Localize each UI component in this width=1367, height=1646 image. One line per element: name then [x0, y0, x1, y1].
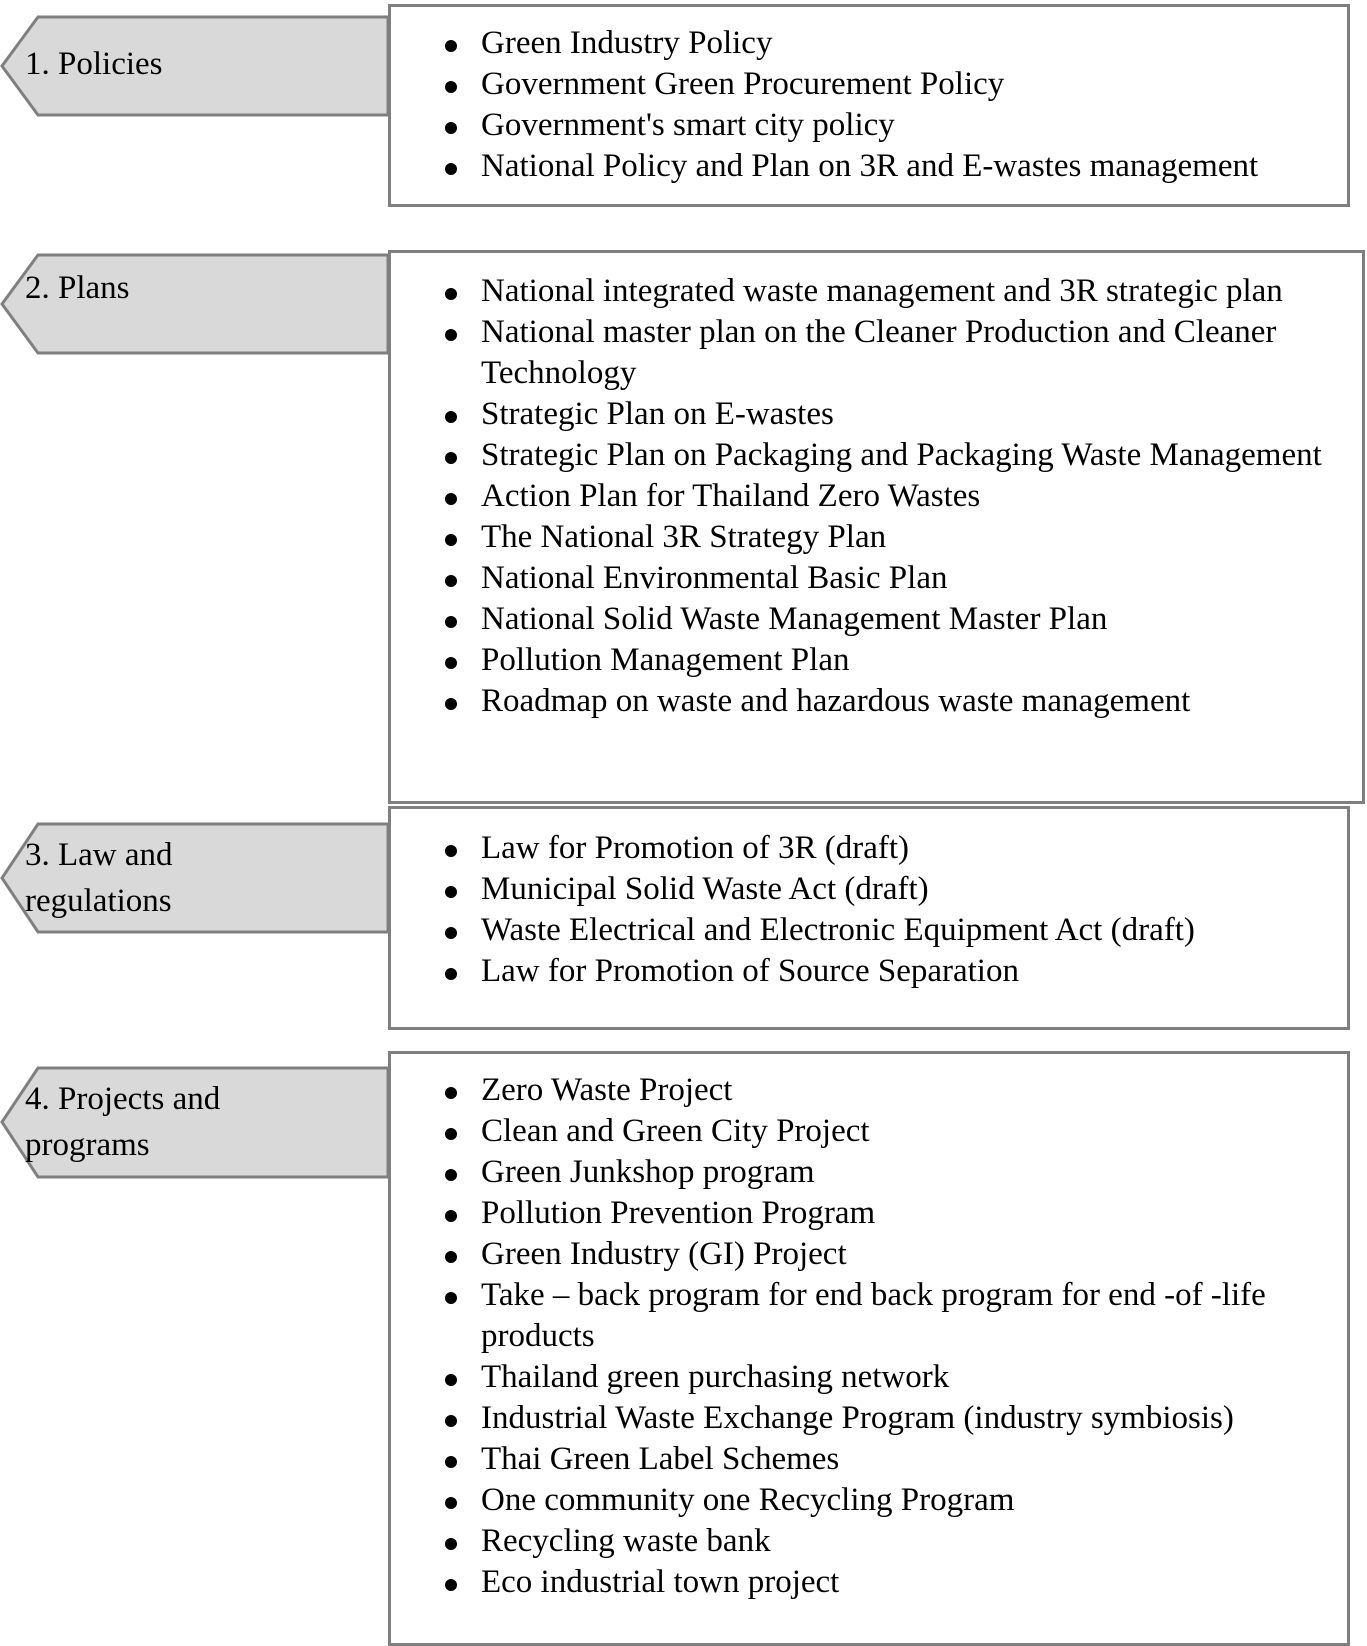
list-item: National Solid Waste Management Master Plan — [391, 599, 1354, 640]
box-projects-and-programs — [388, 1051, 1350, 1646]
tab-plans — [0, 253, 388, 355]
tab-label-policies: 1. Policies — [25, 46, 163, 82]
list-item: Pollution Management Plan — [391, 640, 1354, 681]
list-item: Action Plan for Thailand Zero Wastes — [391, 476, 1354, 517]
list-item: Strategic Plan on Packaging and Packaging Waste Management — [391, 435, 1354, 476]
list-item: National master plan on the Cleaner Production and Cleaner Technology — [391, 312, 1354, 394]
list-item: Roadmap on waste and hazardous waste management — [391, 681, 1354, 722]
list-item: Strategic Plan on E-wastes — [391, 394, 1354, 435]
list-item: Clean and Green City Project — [391, 1111, 1339, 1152]
list-item: Thai Green Label Schemes — [391, 1439, 1339, 1480]
list-item: Zero Waste Project — [391, 1070, 1339, 1111]
list-item: Government's smart city policy — [391, 105, 1339, 146]
list-item: Eco industrial town project — [391, 1562, 1339, 1603]
list-item: Law for Promotion of 3R (draft) — [391, 828, 1339, 869]
box-policies — [388, 4, 1350, 207]
tab-policies — [0, 15, 388, 117]
list-item: Pollution Prevention Program — [391, 1193, 1339, 1234]
tab-law-and-regulations — [0, 822, 388, 934]
list-item: Industrial Waste Exchange Program (industry symbiosis) — [391, 1398, 1339, 1439]
list-policies — [391, 23, 1339, 187]
list-item: One community one Recycling Program — [391, 1480, 1339, 1521]
list-item: Take – back program for end back program for end -of -life products — [391, 1275, 1339, 1357]
list-item: Waste Electrical and Electronic Equipment Act (draft) — [391, 910, 1339, 951]
list-item: National Environmental Basic Plan — [391, 558, 1354, 599]
list-item: Green Industry Policy — [391, 23, 1339, 64]
list-plans — [391, 271, 1354, 722]
list-item: National Policy and Plan on 3R and E-wastes management — [391, 146, 1339, 187]
list-item: National integrated waste management and 3R strategic plan — [391, 271, 1354, 312]
list-item: Recycling waste bank — [391, 1521, 1339, 1562]
list-item: Green Industry (GI) Project — [391, 1234, 1339, 1275]
list-item: The National 3R Strategy Plan — [391, 517, 1354, 558]
box-plans — [388, 250, 1365, 804]
tab-label-law-and-regulations: 3. Law and regulations — [25, 837, 173, 919]
tab-label-plans: 2. Plans — [25, 270, 130, 306]
list-item: Green Junkshop program — [391, 1152, 1339, 1193]
tab-projects-and-programs — [0, 1066, 388, 1179]
tab-label-projects-and-programs: 4. Projects and programs — [25, 1081, 221, 1163]
list-projects-and-programs — [391, 1070, 1339, 1603]
list-item: Law for Promotion of Source Separation — [391, 951, 1339, 992]
list-item: Municipal Solid Waste Act (draft) — [391, 869, 1339, 910]
box-law-and-regulations — [388, 806, 1350, 1030]
list-law-and-regulations — [391, 828, 1339, 992]
list-item: Thailand green purchasing network — [391, 1357, 1339, 1398]
list-item: Government Green Procurement Policy — [391, 64, 1339, 105]
